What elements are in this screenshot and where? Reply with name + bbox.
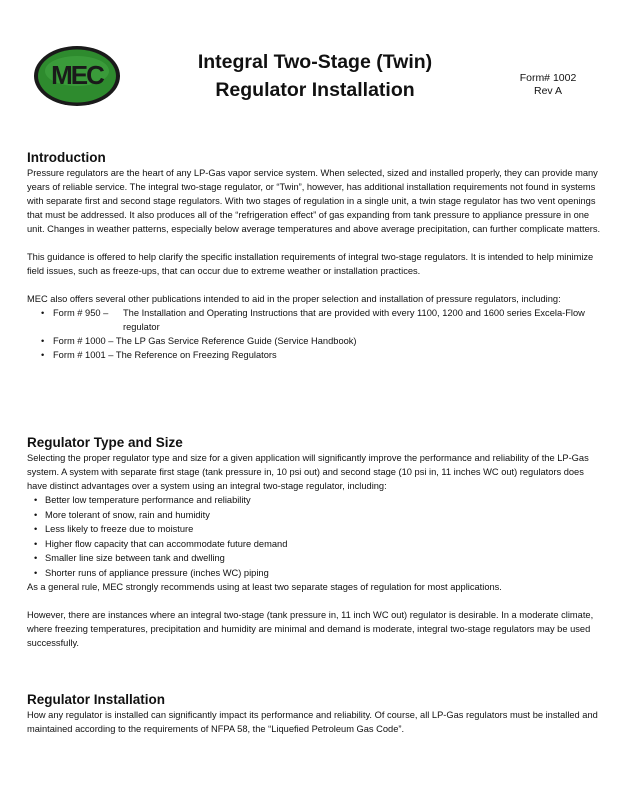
revision: Rev A (533, 85, 562, 97)
introduction-paragraph-2: This guidance is offered to help clarify the specific installation requirements of integral two-stage regulators. It is intended to help minimize field issues, such as freeze-ups, that can occur due to extreme weather or installation practices. (27, 252, 594, 276)
advantage-item: • Less likely to freeze due to moisture (27, 522, 602, 537)
publication-form-number: Form # 950 – (53, 308, 109, 318)
logo-text: MEC (51, 60, 103, 90)
bullet-icon: • (34, 538, 38, 549)
bullet-icon: • (34, 553, 38, 563)
publications-list (27, 306, 602, 362)
introduction-heading: Introduction (27, 150, 106, 165)
mec-logo (33, 45, 121, 107)
document-title-line1: Integral Two-Stage (Twin) (197, 51, 433, 73)
type-size-heading: Regulator Type and Size (27, 435, 183, 450)
bullet-icon: • (34, 524, 38, 534)
type-size-paragraph-1: Selecting the proper regulator type and size for a given application will significantly improve the performance and reliability of the LP-Gas system. A system with separate first stage (tank pressure in, 10 psi out) and second stage (10 psi in, 11 inches WC out) regulators does have distinct advantages over a system using an integral two-stage regulator, including: (27, 453, 589, 491)
installation-paragraph-1: How any regulator is installed can significantly impact its performance and reliability. Of course, all LP-Gas regulators must be installed and maintained according to the requirements of NFPA 58, the “Liquefied Petroleum Gas Code”. (27, 710, 598, 734)
bullet-icon: • (34, 495, 38, 505)
type-size-paragraph-2: As a general rule, MEC strongly recommends using at least two separate stages of regulation for most applications. (27, 582, 502, 592)
publication-description: The LP Gas Service Reference Guide (Service Handbook) (115, 336, 357, 346)
advantage-item: • Shorter runs of appliance pressure (inches WC) piping (27, 566, 602, 581)
publication-description: The Installation and Operating Instructions that are provided with every 1100, 1200 and 1600 series Excela-Flow regulator (123, 308, 585, 332)
introduction-section (27, 149, 602, 362)
publication-item (27, 306, 602, 334)
publication-form-number: Form # 1001 – (53, 350, 114, 360)
introduction-paragraph-1: Pressure regulators are the heart of any LP-Gas vapor service system. When selected, sized and installed properly, they can provide many years of reliable service. The integral two-stage regulator, or “Twin”, however, has additional installation requirements not found in systems with separate first and second stage regulators. With two stages of regulation in a single unit, a twin stage regulator has two vent openings that must be addressed. It also produces all of the “refrigeration effect” of gas expanding from tank pressure to appliance pressure in one unit. Changes in weather patterns, especially below average temperatures and above average precipitation, can further complicate matters. (27, 168, 601, 234)
installation-section (27, 691, 602, 736)
type-size-paragraph-3: However, there are instances where an integral two-stage (tank pressure in, 11 inch WC out) regulator is desirable. In a moderate climate, where freezing temperatures, precipitation and humidity are minimal and demand is moderate, integral two-stage regulators may be used successfully. (27, 610, 594, 648)
bullet-icon: • (34, 509, 38, 520)
bullet-icon: • (41, 336, 45, 346)
publication-item (27, 348, 602, 362)
publication-description: The Reference on Freezing Regulators (115, 350, 277, 360)
advantage-item: • Better low temperature performance and reliability (27, 493, 602, 508)
advantage-item: • More tolerant of snow, rain and humidity (27, 508, 602, 523)
introduction-paragraph-3: MEC also offers several other publications intended to aid in the proper selection and installation of pressure regulators, including: (27, 294, 561, 304)
publication-form-number: Form # 1000 – (53, 336, 114, 346)
publication-item (27, 334, 602, 348)
form-number: Form# 1002 (519, 72, 577, 84)
advantages-list (27, 493, 602, 580)
document-title-line2: Regulator Installation (215, 79, 415, 101)
bullet-icon: • (41, 308, 45, 318)
installation-heading: Regulator Installation (27, 692, 166, 707)
bullet-icon: • (41, 350, 45, 360)
type-size-section (27, 434, 602, 650)
bullet-icon: • (34, 567, 38, 578)
advantage-item: • Higher flow capacity that can accommodate future demand (27, 537, 602, 552)
advantage-item: • Smaller line size between tank and dwelling (27, 551, 602, 566)
